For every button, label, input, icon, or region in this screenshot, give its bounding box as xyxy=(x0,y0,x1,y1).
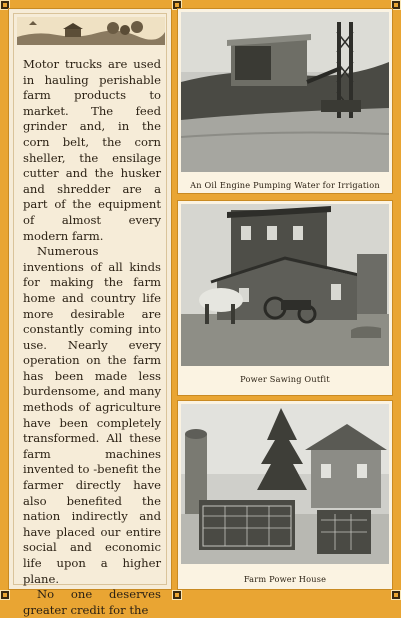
caption-sawing: Power Sawing Outfit xyxy=(240,374,330,384)
caption-irrigation: An Oil Engine Pumping Water for Irrigation xyxy=(190,180,380,190)
decorative-header-illustration xyxy=(17,17,165,45)
body-text xyxy=(23,57,161,618)
paragraph-2: Numerous inventions of all kinds for making the farm home and country life more desirable are constantly coming into use. Nearly every operation on the farm has been made less burdensome, and many methods of agriculture have been completely transformed. All these farm machines invented to -benefit the farmer directly have also benefited the nation indirectly and have placed our entire social and economic life upon a higher plane. xyxy=(23,244,161,586)
caption-power-house: Farm Power House xyxy=(243,574,327,584)
photo-panel-power-house xyxy=(177,400,393,590)
paragraph-3: No one deserves greater credit for the xyxy=(23,587,161,617)
corner-ornament-bottom-left xyxy=(0,590,10,600)
text-column xyxy=(8,8,172,617)
corner-ornament-bottom-middle xyxy=(172,590,182,600)
photo-power-sawing-outfit xyxy=(181,204,389,366)
paragraph-1: Motor trucks are used in hauling perishable farm products to market. The feed grinder and, in the corn belt, the corn sheller, the ensilage cutter and the husker and shredder are a part of the equipment of almost every modern farm. xyxy=(23,57,161,243)
corner-ornament-bottom-right xyxy=(391,590,401,600)
photo-panel-sawing xyxy=(177,200,393,396)
photo-panel-irrigation xyxy=(177,8,393,194)
photo-farm-power-house xyxy=(181,404,389,564)
photo-oil-engine-irrigation xyxy=(181,12,389,172)
